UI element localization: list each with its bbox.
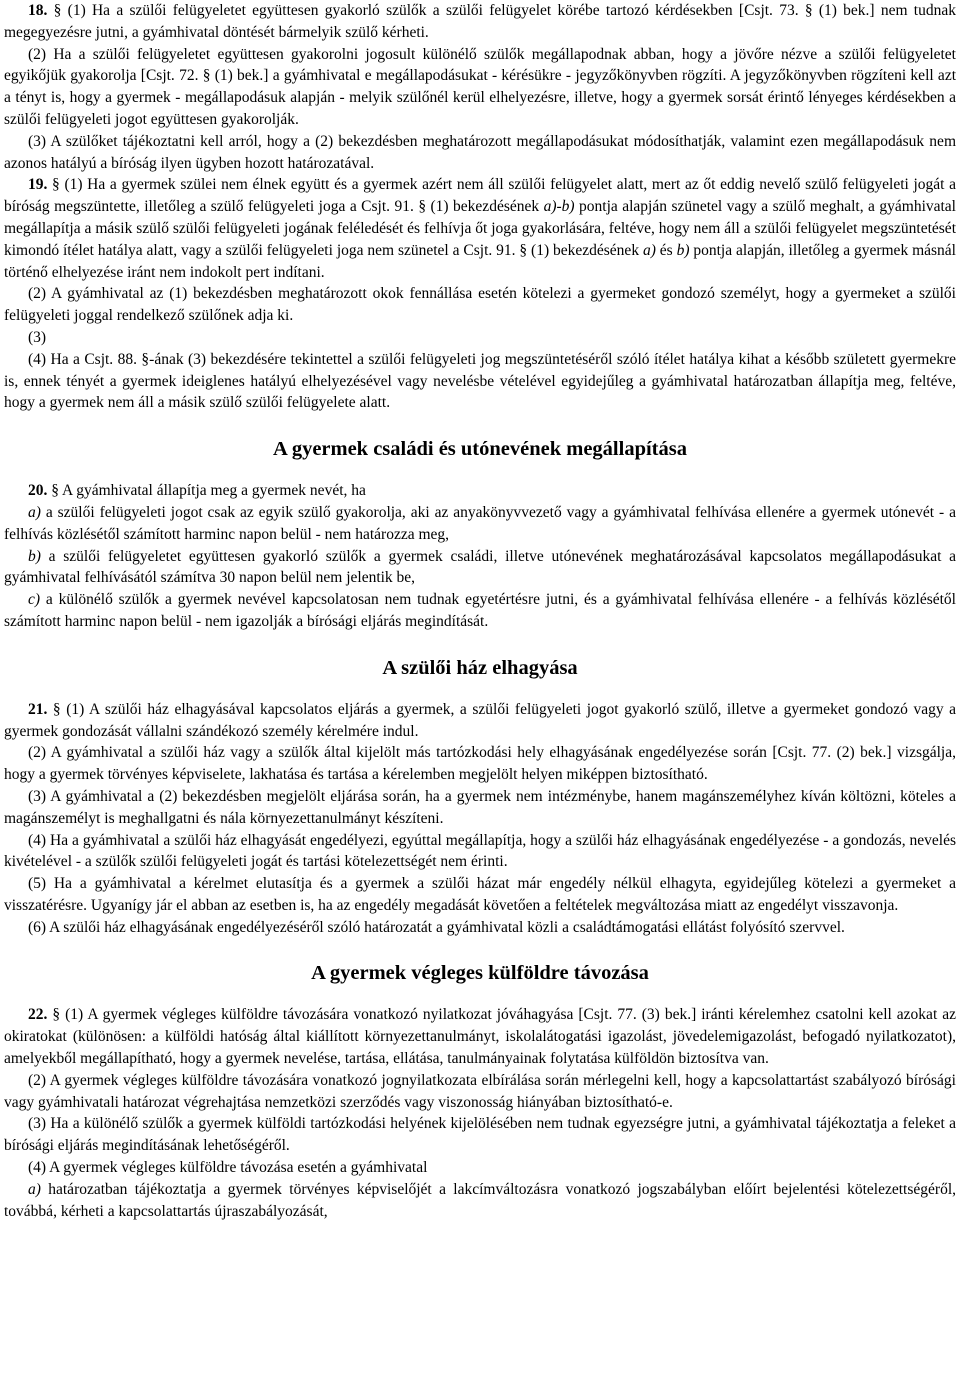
- section-19-paragraph-1: 19. § (1) Ha a gyermek szülei nem élnek együtt és a gyermek azért nem áll szülői felügyelet alatt, mert az őt eddig nevelő szülő felügyeleti jogát a bíróság megszüntette, illetőleg a szülő felügyeleti joga a Csjt. 91. § (1) bekezdésének a)-b) pontja alapján szünetel vagy a szülő meghalt, a gyámhivatal megállapítja a másik szülő szülői felügyeleti jogának feléledését és felhívja őt joga gyakorlására, feltéve, hogy nem áll a szülői felügyelet megszüntetését kimondó ítélet hatálya alatt, vagy a szülői felügyeleti joga nem szünetel a Csjt. 91. § (1) bekezdésének a) és b) pontja alapján, illetőleg a gyermek másnál történő elhelyezése iránt nem indokolt pert indítani.: [4, 176, 957, 281]
- section-21-paragraph-6: (6) A szülői ház elhagyásának engedélyezéséről szóló határozatát a gyámhivatal közli a családtámogatási ellátást folyósító szervvel.: [28, 918, 845, 936]
- spacer: [4, 938, 956, 960]
- spacer: [4, 986, 956, 1004]
- section-21-paragraph-5: (5) Ha a gyámhivatal a kérelmet elutasítja és a gyermek a szülői házat már engedély nélkül elhagyta, egyidejűleg kötelezi a gyermeket a visszatérésre. Ugyanígy jár el abban az esetben is, ha az engedély megadását követően a feltételek megváltozása miatt az engedélyt visszavonja.: [4, 875, 956, 914]
- section-symbol: §: [418, 198, 427, 216]
- section-22-paragraph-1: 22. § (1) A gyermek végleges külföldre távozására vonatkozó nyilatkozat jóváhagyása [Csjt. 77. (3) bek.] iránti kérelemhez csatolni kell azokat az okiratokat (különösen: a külföldi hatóság által kiállított környezettanulmányt, iskolalátogatási igazolást, jövedelemigazolást, befogadó nyilatkozatot), amelyekből megállapítható, hogy a gyermek nevelése, tartása, ellátása, tanulmányainak folytatása külföldön biztosítva van.: [4, 1006, 957, 1068]
- section-18-paragraph-2: (2) Ha a szülői felügyeletet együttesen gyakorolni jogosult különélő szülők megállapodnak abban, hogy a jövőre nézve a szülői felügyeletet egyikőjük gyakorolja [Csjt. 72. § (1) bek.] a gyámhivatal e megállapodásukat - kérésükre - jegyzőkönyvben rögzíti. A jegyzőkönyvben rögzíteni kell azt a tényt is, hogy a gyermek - megállapodásuk alapján - melyik szülőnél kerül elhelyezésre, illetve, hogy a gyermek sorsát érintő lényeges kérdésekben a szülői felügyeleti jogot együttesen gyakorolják.: [4, 45, 956, 128]
- section-21-paragraph-3: (3) A gyámhivatal a (2) bekezdésben megjelölt eljárása során, ha a gyermek nem intézménybe, hanem magánszemélyhez kíván költözni, köteles a magánszemélyt is meghallgatni és nála környezettanulmányt készíteni.: [4, 787, 956, 827]
- section-symbol: §: [52, 700, 61, 718]
- section-number-21: 21.: [28, 700, 48, 718]
- section-19-paragraph-4: (4) Ha a Csjt. 88. §-ának (3) bekezdésére tekintettel a szülői felügyeleti jog megszüntetéséről szóló ítélet hatálya kihat a később született gyermekre is, ennek tényét a gyermek ideiglenes hatályú elhelyezésével vagy nevelésbe vételével egyidejűleg a gyámhivatal határozatban állapítja meg, feltéve, hogy a gyermek nem áll a másik szülő szülői felügyelete alatt.: [4, 350, 956, 412]
- section-20-point-a: a) a szülői felügyeleti jogot csak az egyik szülő gyakorolja, aki az anyakönyvvezető vagy a gyámhivatal felhívása ellenére a gyermek utónevét - a felhívás közlésétől számított harminc napon belül - nem határozza meg,: [4, 503, 956, 543]
- spacer: [4, 633, 956, 655]
- section-number-20: 20.: [28, 482, 48, 500]
- section-symbol: §: [53, 2, 62, 19]
- section-22-point-a: a) határozatban tájékoztatja a gyermek törvényes képviselőjét a lakcímváltozásra vonatkozó jogszabályban előírt bejelentési kötelezettségéről, továbbá, kérheti a kapcsolattartás újraszabályozását,: [4, 1180, 956, 1220]
- section-symbol: §: [202, 67, 211, 85]
- spacer: [4, 681, 956, 699]
- section-22-paragraph-3: (3) Ha a különélő szülők a gyermek külföldi tartózkodási helyének kijelölésében nem tudnak egyezségre jutni, a gyámhivatal tájékoztatja a feleket a bírósági eljárás megindításának lehetőségéről.: [4, 1115, 956, 1155]
- section-21-paragraph-4: (4) Ha a gyámhivatal a szülői ház elhagyását engedélyezi, egyúttal megállapítja, hogy a szülői ház elhagyásának engedélyezése - a gondozás, nevelés kivételével - a szülők szülői felügyeleti jogát és tartási kötelezettségét nem érinti.: [4, 831, 956, 871]
- section-22-paragraph-4: (4) A gyermek végleges külföldre távozása esetén a gyámhivatal: [28, 1159, 428, 1177]
- section-symbol: §: [52, 1006, 61, 1024]
- heading-leaving-home: A szülői ház elhagyása: [382, 656, 578, 679]
- section-19-paragraph-3: (3): [28, 328, 47, 346]
- heading-emigration: A gyermek végleges külföldre távozása: [311, 962, 649, 985]
- section-number-19: 19.: [28, 176, 48, 194]
- heading-child-name: A gyermek családi és utónevének megállapítása: [273, 438, 687, 461]
- section-21-paragraph-2: (2) A gyámhivatal a szülői ház vagy a szülők által kijelölt más tartózkodási hely elhagyásának engedélyezése során [Csjt. 77. (2) bek.] vizsgálja, hogy a gyermek törvényes képviselete, lakhatása és tartása a kérelemben megjelölt helyen miképpen biztosítható.: [4, 744, 956, 784]
- spacer: [4, 462, 956, 480]
- section-21-paragraph-1: 21. § (1) A szülői ház elhagyásával kapcsolatos eljárás a gyermek, a szülői felügyeleti jogot gyakorló szülő, illetve a gyermeket gondozó vagy a gyermek gondozását vállalni szándékozó személy kérelmére indul.: [4, 700, 957, 740]
- section-20-point-c: c) a különélő szülők a gyermek nevével kapcsolatosan nem tudnak egyetértésre jutni, és a gyámhivatal felhívása ellenére - a felhívás közlésétől számított harminc napon belül - nem igazolják a bírósági eljárás megindítását.: [4, 591, 956, 630]
- section-number-18: 18.: [28, 2, 48, 19]
- section-18-paragraph-1: 18. § (1) Ha a szülői felügyeletet együttesen gyakorló szülők a szülői felügyelet körébe tartozó kérdésekben [Csjt. 73. § (1) bek.] nem tudnak megegyezésre jutni, a gyámhivatal döntését bármelyik szülő kérheti.: [4, 2, 956, 41]
- section-symbol: §: [519, 241, 528, 259]
- section-symbol: §: [804, 2, 813, 19]
- section-symbol: §: [52, 176, 60, 194]
- section-number-22: 22.: [28, 1006, 48, 1024]
- section-20-intro: 20. § A gyámhivatal állapítja meg a gyermek nevét, ha: [28, 482, 366, 500]
- section-symbol: §: [141, 350, 150, 368]
- section-19-paragraph-2: (2) A gyámhivatal az (1) bekezdésben meghatározott okok fennállása esetén kötelezi a gyermeket gondozó személyt, hogy a gyermeket a szülői felügyeleti joggal rendelkező szülőnek adja ki.: [4, 285, 956, 325]
- section-18-paragraph-3: (3) A szülőket tájékoztatni kell arról, hogy a (2) bekezdésben meghatározott megállapodásukat módosíthatják, valamint ezen megállapodásuk nem azonos hatályú a bíróság ilyen ügyben hozott határozatával.: [4, 132, 956, 172]
- spacer: [4, 414, 956, 436]
- section-22-paragraph-2: (2) A gyermek végleges külföldre távozására vonatkozó jognyilatkozata elbírálása során mérlegelni kell, hogy a kapcsolattartást szabályozó bírósági vagy gyámhivatali határozat végrehajtása nemzetközi szerződés vagy viszonosság hiányában biztosítható-e.: [4, 1071, 956, 1111]
- section-20-point-b: b) a szülői felügyeletet együttesen gyakorló szülők a gyermek családi, illetve utónevének meghatározásával kapcsolatos megállapodásukat a gyámhivatal felhívásától számítva 30 napon belül nem jelentik be,: [4, 547, 956, 587]
- section-symbol: §: [51, 482, 59, 500]
